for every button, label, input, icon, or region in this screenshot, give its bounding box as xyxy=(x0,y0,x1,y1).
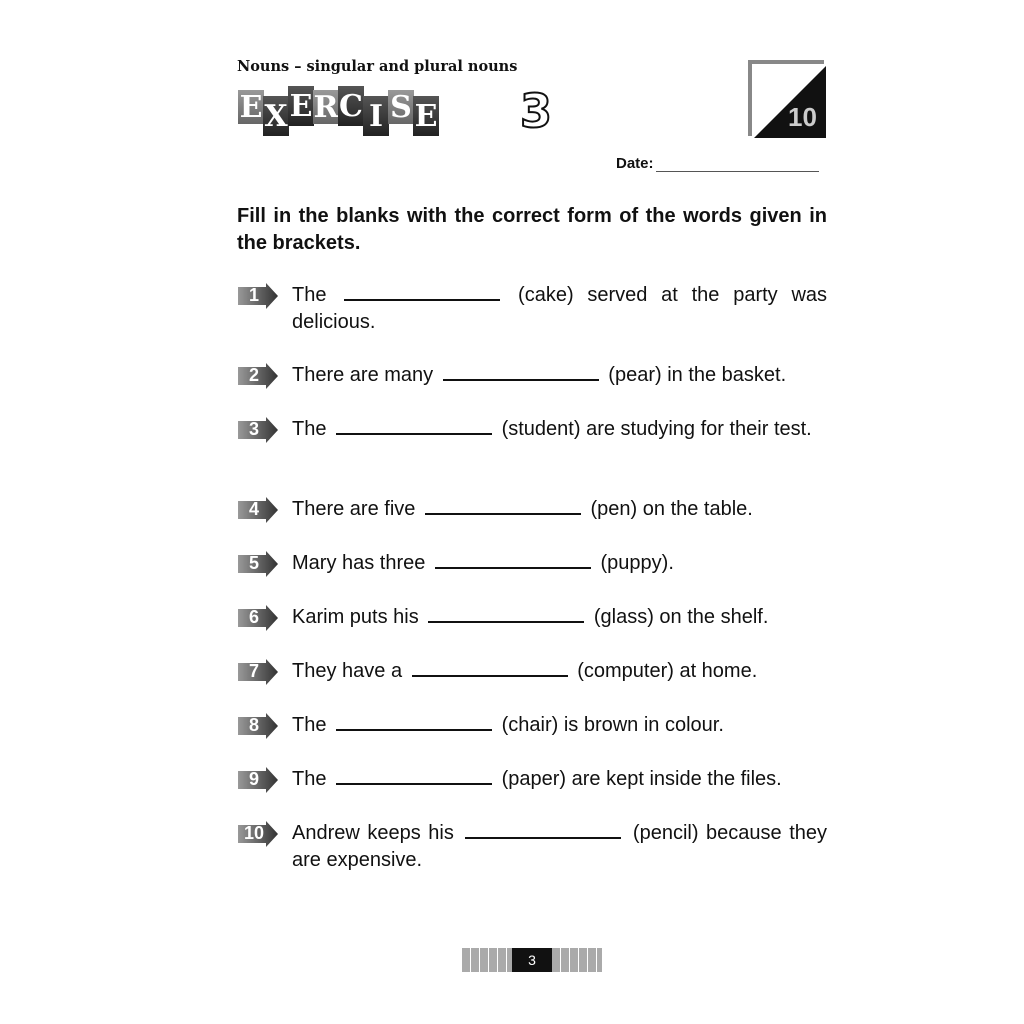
exercise-letter: E xyxy=(239,89,263,125)
number-arrow-icon xyxy=(238,283,280,309)
item-suffix: (puppy). xyxy=(600,552,674,574)
number-arrow-icon xyxy=(238,713,280,739)
answer-blank[interactable] xyxy=(435,551,591,569)
exercise-item xyxy=(238,658,828,685)
number-arrow-icon xyxy=(238,551,280,577)
item-number: 4 xyxy=(248,499,259,519)
exercise-item xyxy=(238,604,828,631)
exercise-item xyxy=(238,362,828,389)
exercise-item xyxy=(238,550,828,577)
item-prefix: They have a xyxy=(292,660,403,682)
exercise-title xyxy=(238,86,438,136)
item-number: 2 xyxy=(248,365,259,385)
score-badge xyxy=(748,60,826,138)
exercise-item xyxy=(238,416,828,443)
page-number: 3 xyxy=(512,948,552,972)
exercise-letter: R xyxy=(313,89,339,125)
item-prefix: The xyxy=(292,284,327,306)
item-prefix: Mary has three xyxy=(292,552,426,574)
item-suffix: (chair) is brown in colour. xyxy=(501,714,724,736)
item-number: 7 xyxy=(248,661,259,681)
item-number: 5 xyxy=(248,553,259,573)
instructions: Fill in the blanks with the correct form of the words given in the brackets. xyxy=(237,205,827,254)
answer-blank[interactable] xyxy=(443,363,599,381)
item-suffix: (pencil) because they are expensive. xyxy=(292,822,827,871)
exercise-number: 3 xyxy=(520,84,553,138)
exercise-letter: E xyxy=(413,96,439,136)
item-prefix: The xyxy=(292,768,327,790)
item-suffix: (glass) on the shelf. xyxy=(593,606,769,628)
number-arrow-icon xyxy=(238,363,280,389)
item-number: 3 xyxy=(248,419,259,439)
number-arrow-icon xyxy=(238,659,280,685)
exercise-letter: E xyxy=(288,86,314,126)
item-number: 6 xyxy=(248,607,259,627)
item-suffix: (paper) are kept inside the files. xyxy=(501,768,782,790)
item-suffix: (computer) at home. xyxy=(577,660,758,682)
number-arrow-icon xyxy=(238,767,280,793)
answer-blank[interactable] xyxy=(344,283,500,301)
item-number: 9 xyxy=(248,769,259,789)
item-prefix: The xyxy=(292,714,327,736)
number-arrow-icon xyxy=(238,605,280,631)
item-suffix: (student) are studying for their test. xyxy=(501,418,812,440)
number-arrow-icon xyxy=(238,417,280,443)
item-prefix: There are many xyxy=(292,364,434,386)
number-arrow-icon xyxy=(238,821,280,847)
answer-blank[interactable] xyxy=(465,821,621,839)
item-suffix: (pen) on the table. xyxy=(590,498,753,520)
topic-heading: Nouns – singular and plural nouns xyxy=(237,58,518,75)
exercise-letter: X xyxy=(263,96,289,136)
date-line[interactable] xyxy=(656,157,819,172)
item-suffix: (cake) served at the party was delicious. xyxy=(292,284,828,333)
exercise-letter: S xyxy=(388,90,414,124)
item-number: 1 xyxy=(248,285,259,305)
item-prefix: Andrew keeps his xyxy=(292,822,454,844)
date-field[interactable] xyxy=(616,155,819,172)
answer-blank[interactable] xyxy=(425,497,581,515)
item-prefix: Karim puts his xyxy=(292,606,419,628)
item-number: 8 xyxy=(248,715,259,735)
exercise-item xyxy=(238,712,828,739)
item-suffix: (pear) in the basket. xyxy=(608,364,787,386)
score-badge-number: 10 xyxy=(788,102,817,132)
exercise-item xyxy=(238,766,828,793)
exercise-item xyxy=(238,282,828,336)
exercise-item xyxy=(238,820,828,874)
answer-blank[interactable] xyxy=(336,713,492,731)
answer-blank[interactable] xyxy=(428,605,584,623)
exercise-letter: I xyxy=(363,96,389,136)
exercise-letter: C xyxy=(338,86,364,126)
answer-blank[interactable] xyxy=(412,659,568,677)
item-number: 10 xyxy=(243,823,265,843)
page-footer xyxy=(462,948,602,972)
item-prefix: The xyxy=(292,418,327,440)
exercise-item xyxy=(238,496,828,523)
answer-blank[interactable] xyxy=(336,767,492,785)
item-prefix: There are five xyxy=(292,498,416,520)
number-arrow-icon xyxy=(238,497,280,523)
date-label: Date: xyxy=(616,155,654,172)
answer-blank[interactable] xyxy=(336,417,492,435)
